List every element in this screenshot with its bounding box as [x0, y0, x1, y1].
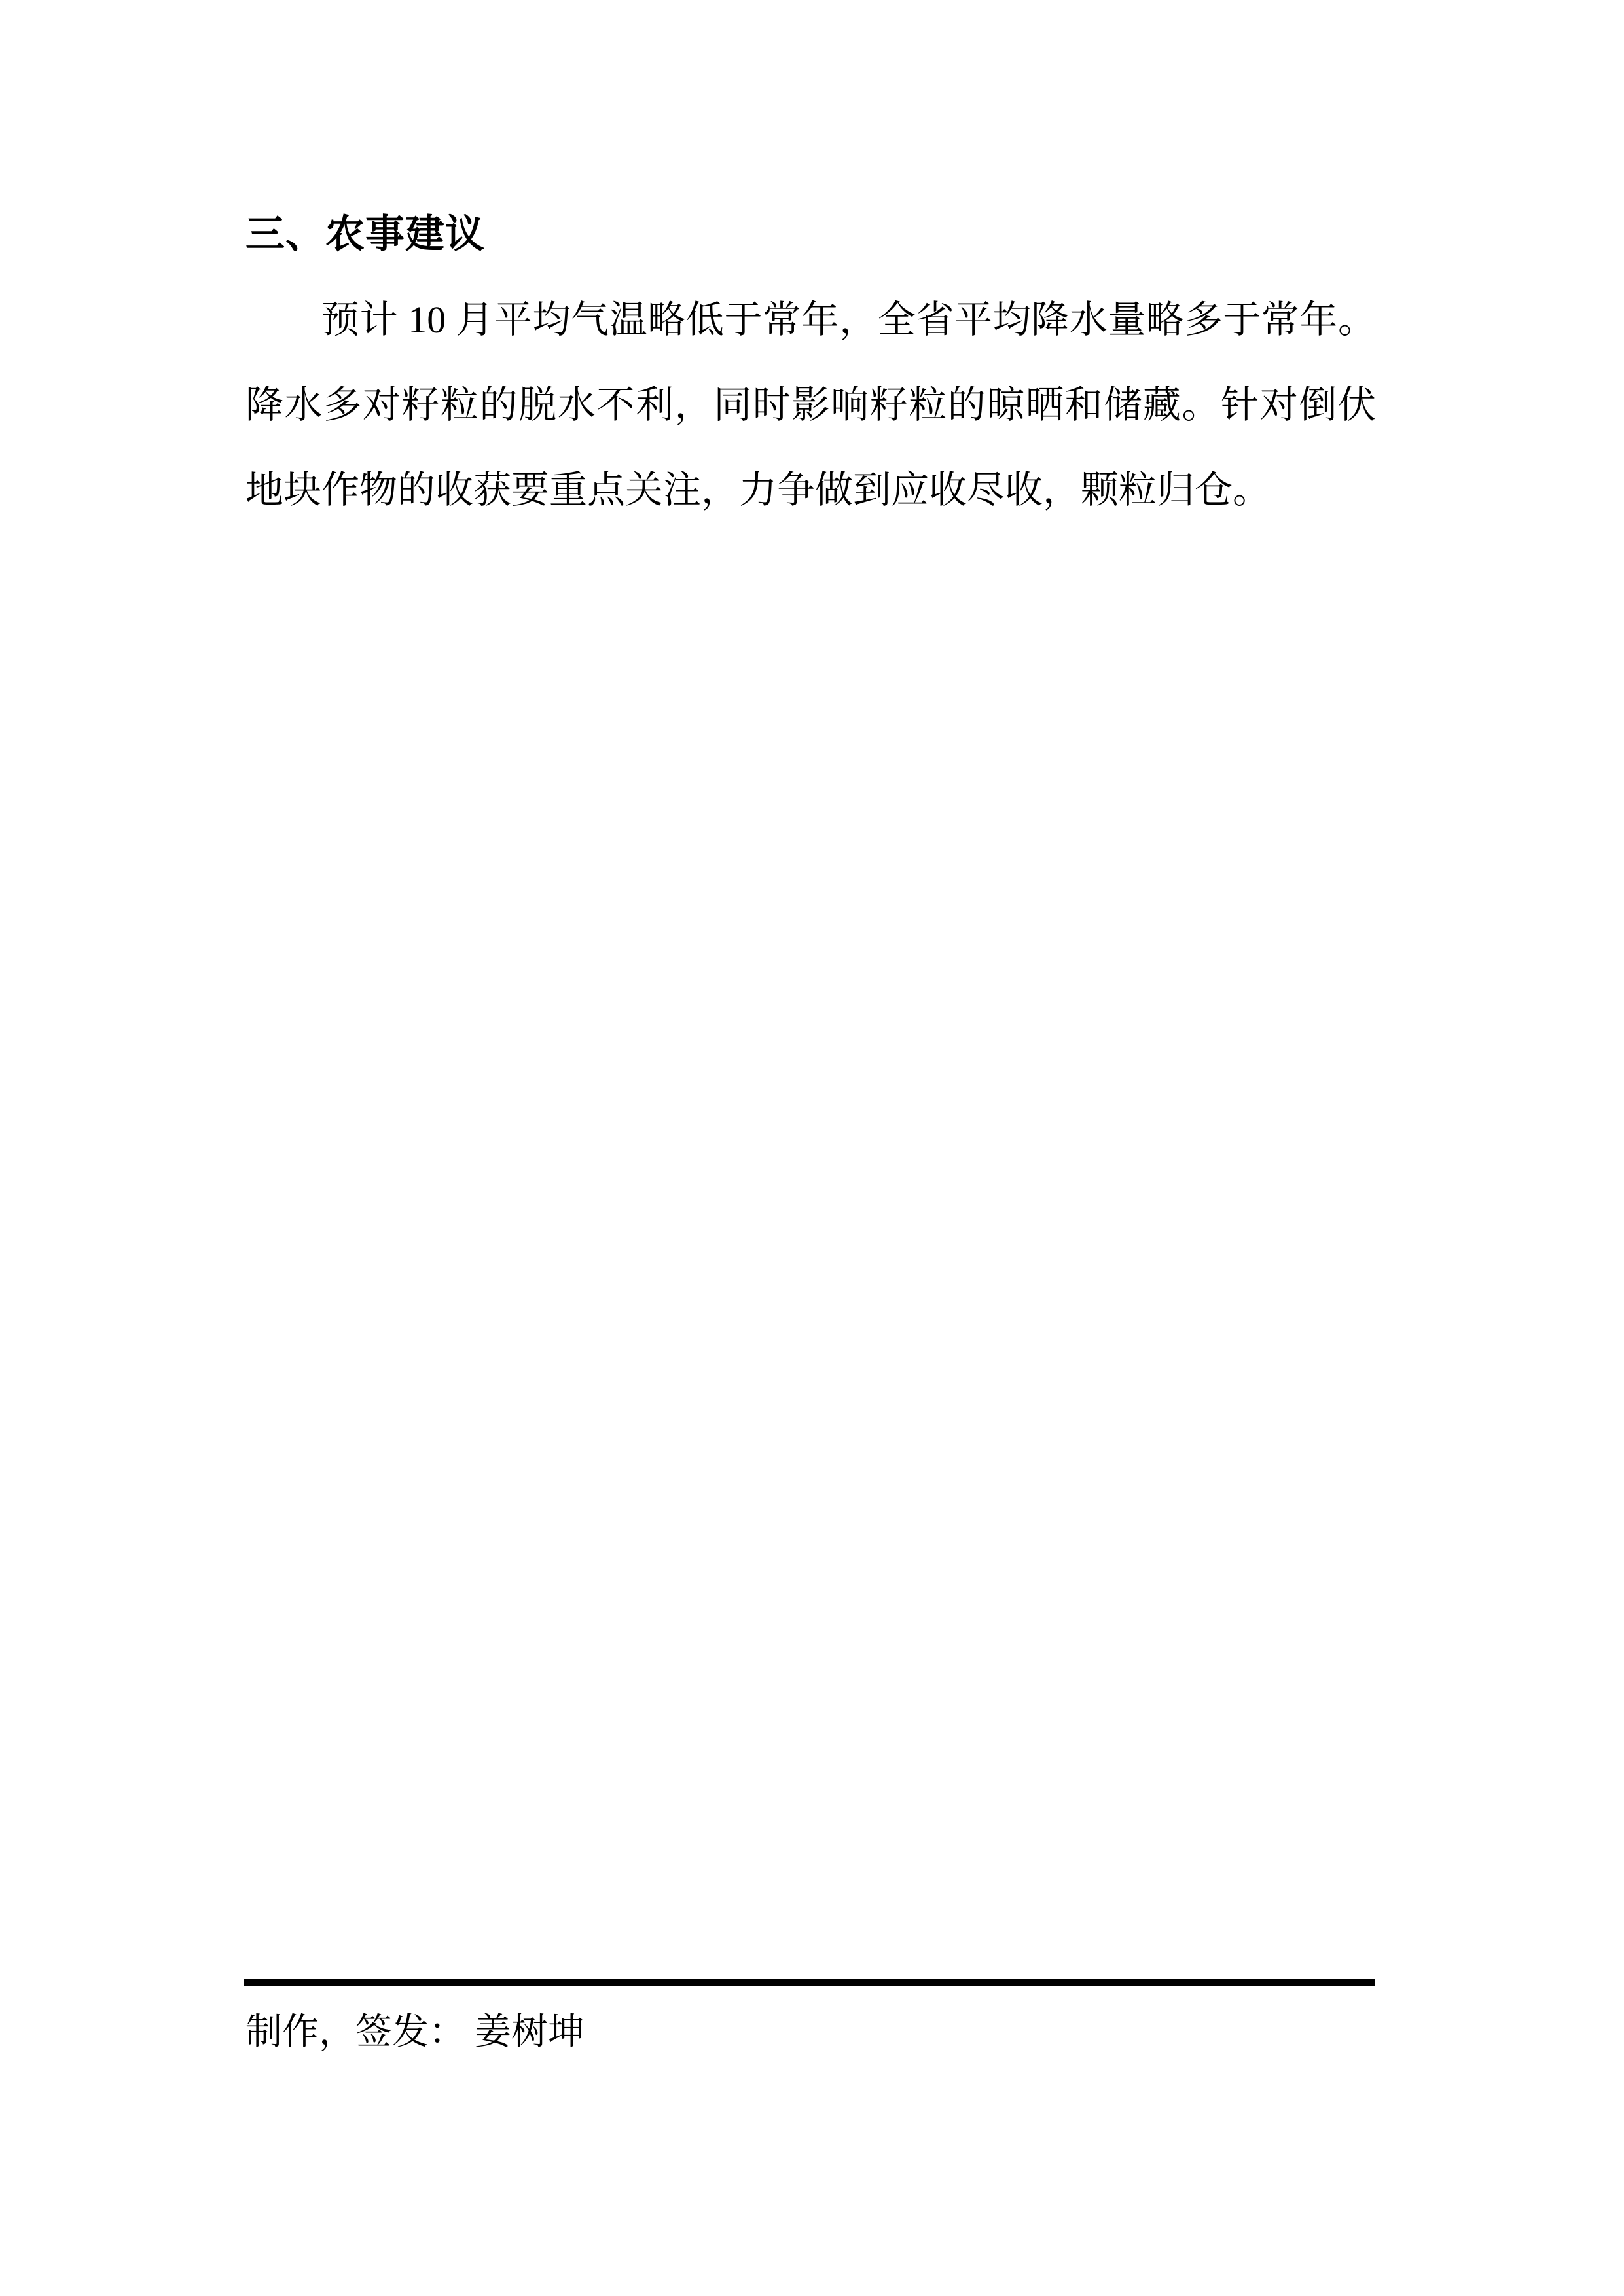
body-paragraph: 预计 10 月平均气温略低于常年，全省平均降水量略多于常年。降水多对籽粒的脱水不利，同时影响籽粒的晾晒和储藏。针对倒伏地块作物的收获要重点关注，力争做到应收尽收，颗粒归仓。	[245, 298, 1376, 511]
section-heading: 三、农事建议	[245, 213, 485, 256]
footer-divider-rule	[244, 1979, 1375, 1986]
footer-credits: 制作，签发： 姜树坤	[245, 2012, 585, 2053]
